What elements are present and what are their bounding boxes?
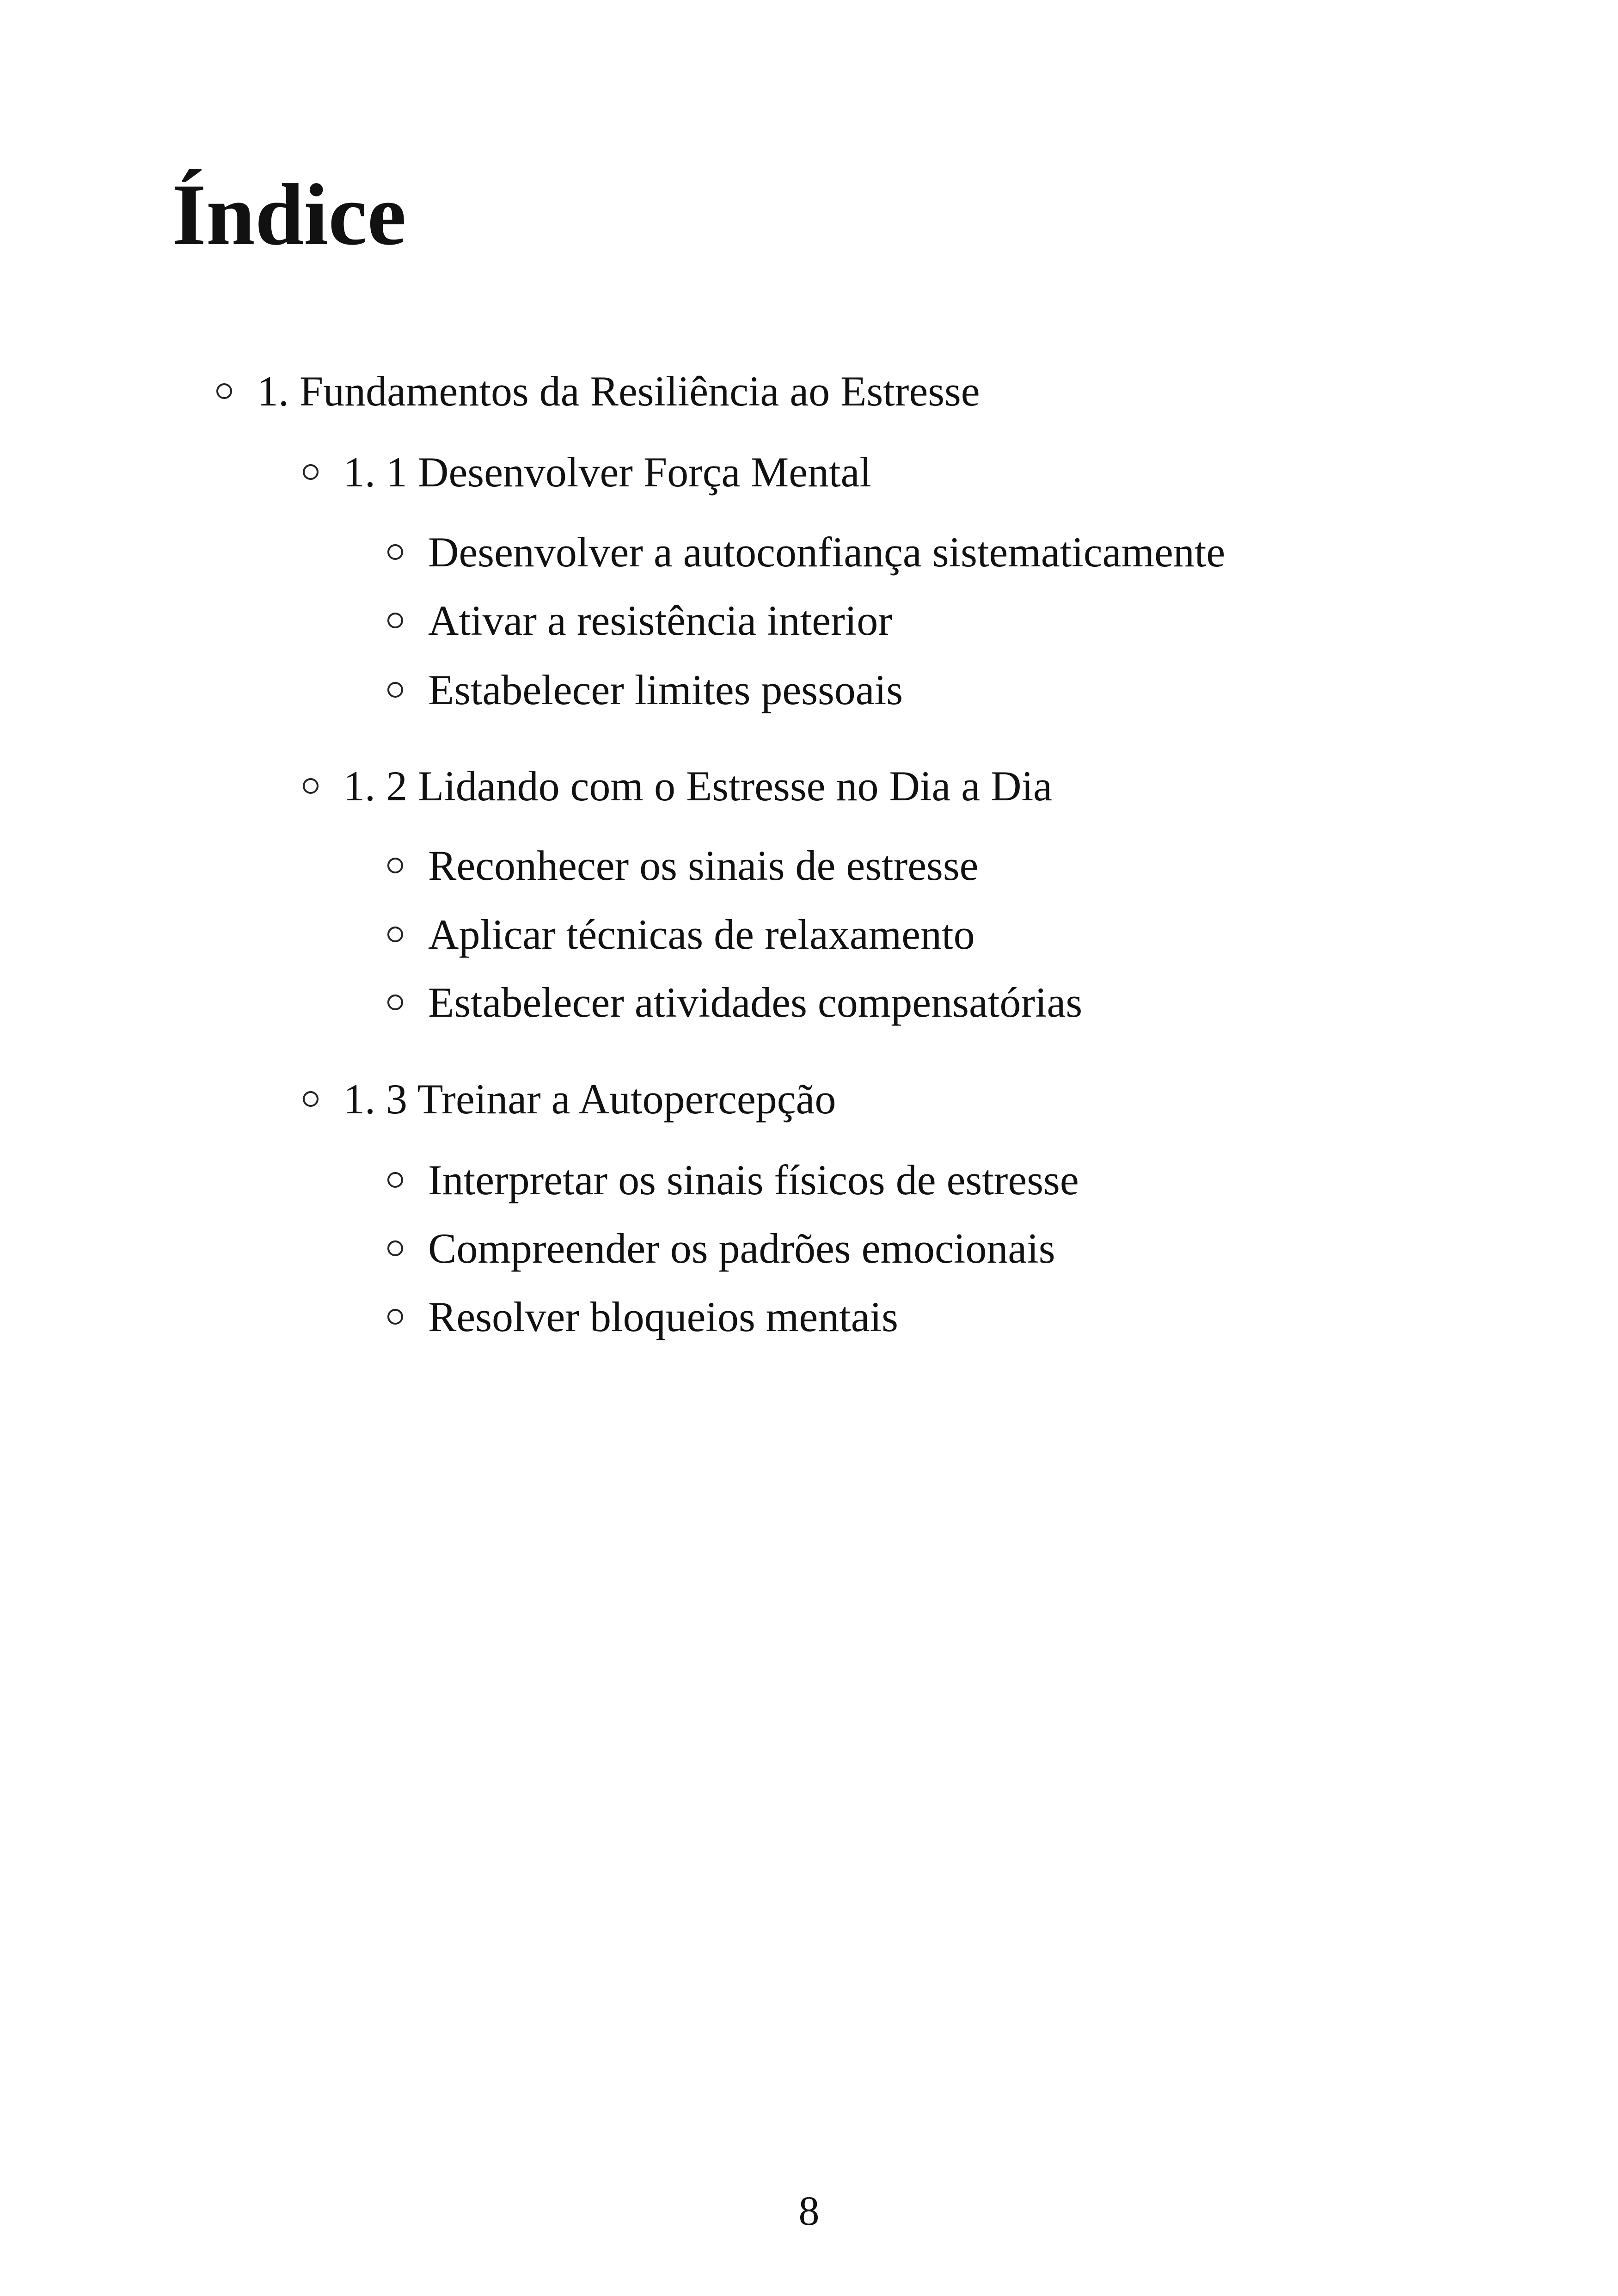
toc-item[interactable] — [387, 913, 975, 956]
circle-bullet-icon — [303, 464, 319, 480]
circle-bullet-icon — [387, 995, 403, 1010]
toc-item-label: Resolver bloqueios mentais — [428, 1293, 898, 1340]
circle-bullet-icon — [387, 1309, 403, 1325]
page-title: Índice — [172, 166, 406, 264]
toc-item[interactable] — [387, 981, 1082, 1024]
page-number: 8 — [798, 2188, 820, 2234]
toc-item[interactable] — [387, 1295, 898, 1338]
circle-bullet-icon — [303, 1091, 319, 1107]
toc-item[interactable] — [387, 1227, 1055, 1270]
toc-item[interactable] — [387, 599, 892, 642]
toc-item-label: Aplicar técnicas de relaxamento — [428, 911, 975, 958]
toc-item-label: Desenvolver a autoconfiança sistematicamente — [428, 528, 1226, 576]
toc-subsection-label: 1. 2 Lidando com o Estresse no Dia a Dia — [343, 762, 1052, 810]
circle-bullet-icon — [387, 858, 403, 873]
toc-item-label: Reconhecer os sinais de estresse — [428, 842, 979, 889]
circle-bullet-icon — [216, 383, 232, 399]
toc-item[interactable] — [387, 528, 1226, 576]
toc-item-label: Estabelecer atividades compensatórias — [428, 979, 1083, 1026]
toc-subsection[interactable] — [303, 448, 872, 496]
toc-item[interactable] — [387, 666, 903, 713]
circle-bullet-icon — [387, 1240, 403, 1256]
toc-item[interactable] — [387, 1156, 1079, 1203]
toc-item-label: Estabelecer limites pessoais — [428, 666, 903, 713]
toc-subsection[interactable] — [303, 762, 1052, 810]
circle-bullet-icon — [387, 927, 403, 942]
toc-subsection[interactable] — [303, 1075, 836, 1123]
toc-subsection-label: 1. 1 Desenvolver Força Mental — [343, 448, 872, 496]
toc-item-label: Compreender os padrões emocionais — [428, 1225, 1055, 1272]
toc-section-label: 1. Fundamentos da Resiliência ao Estresse — [257, 368, 980, 415]
toc-subsection-label: 1. 3 Treinar a Autopercepção — [343, 1075, 836, 1123]
circle-bullet-icon — [303, 778, 319, 794]
circle-bullet-icon — [387, 544, 403, 560]
circle-bullet-icon — [387, 1172, 403, 1188]
toc-item[interactable] — [387, 844, 978, 887]
circle-bullet-icon — [387, 613, 403, 628]
toc-section[interactable] — [216, 368, 980, 415]
toc-item-label: Interpretar os sinais físicos de estresse — [428, 1156, 1079, 1203]
circle-bullet-icon — [387, 682, 403, 698]
toc-item-label: Ativar a resistência interior — [428, 597, 892, 644]
